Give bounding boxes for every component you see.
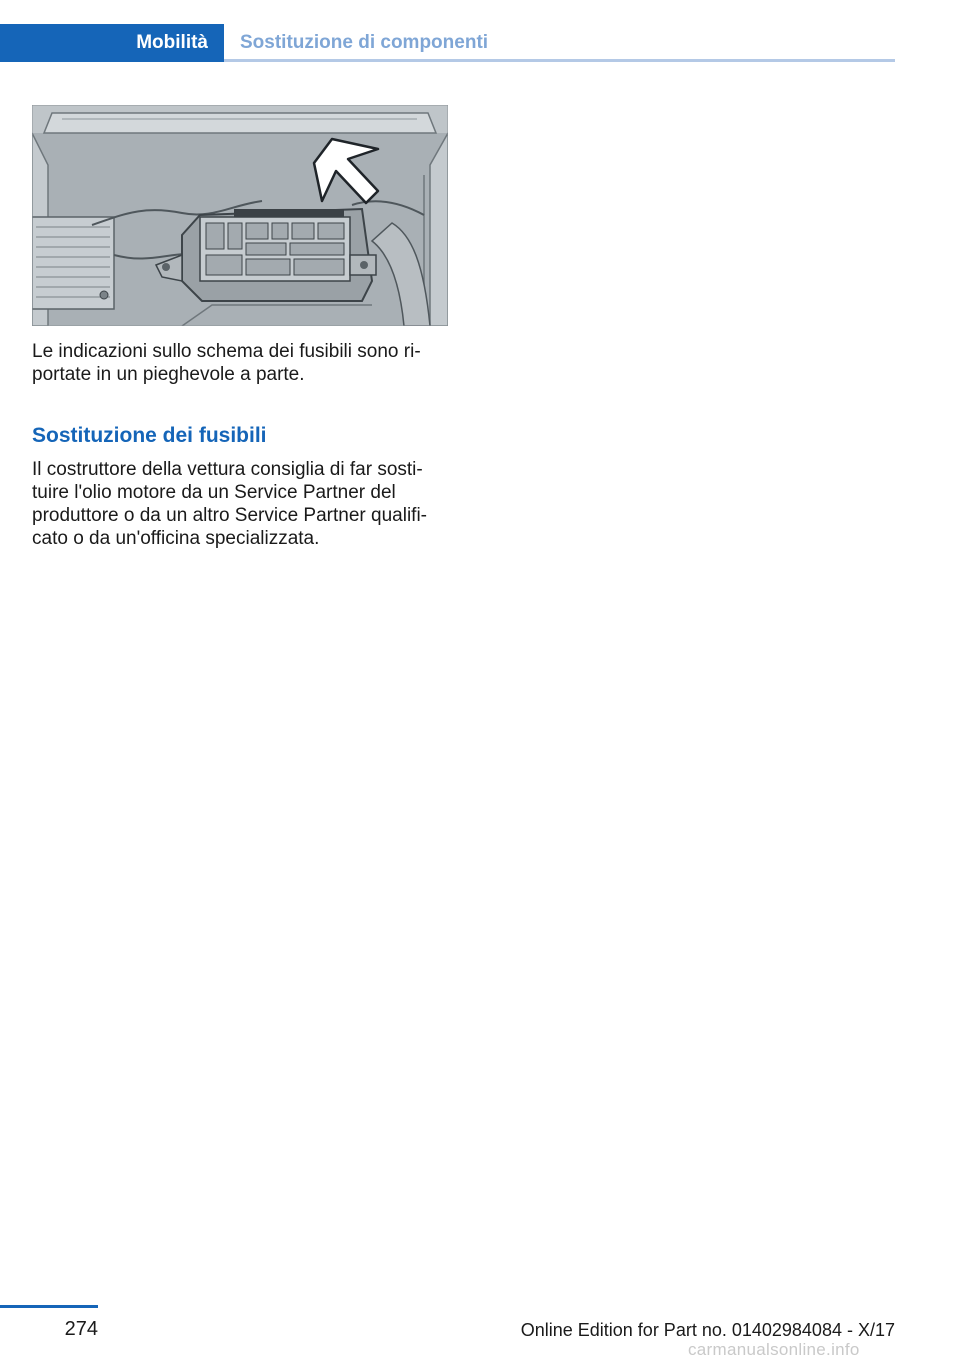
page-header [0, 24, 895, 62]
edition-label: Online Edition for Part no. 01402984084 - X/17 [520, 1320, 895, 1340]
section-tab [0, 24, 224, 62]
section-heading: Sostituzione dei fusibili [32, 424, 267, 447]
fuse-box-illustration-icon [32, 105, 448, 326]
chapter-title: Sostituzione di componenti [240, 32, 489, 53]
chapter-tab [240, 24, 488, 62]
watermark: carmanualsonline.info [688, 1340, 860, 1359]
page-number: 274 [64, 1318, 98, 1340]
replacement-paragraph: Il costruttore della vettura consiglia di far sostituire l'olio motore da un Service Partner del produttore o da un altro Service Partner qualificato o da un'officina specializzata. [32, 459, 427, 549]
header-divider [224, 59, 895, 62]
footer-divider [0, 1305, 98, 1308]
fuse-chart-note: Le indicazioni sullo schema dei fusibili sono riportate in un pieghevole a parte. [32, 341, 421, 385]
section-title: Mobilità [136, 32, 208, 53]
